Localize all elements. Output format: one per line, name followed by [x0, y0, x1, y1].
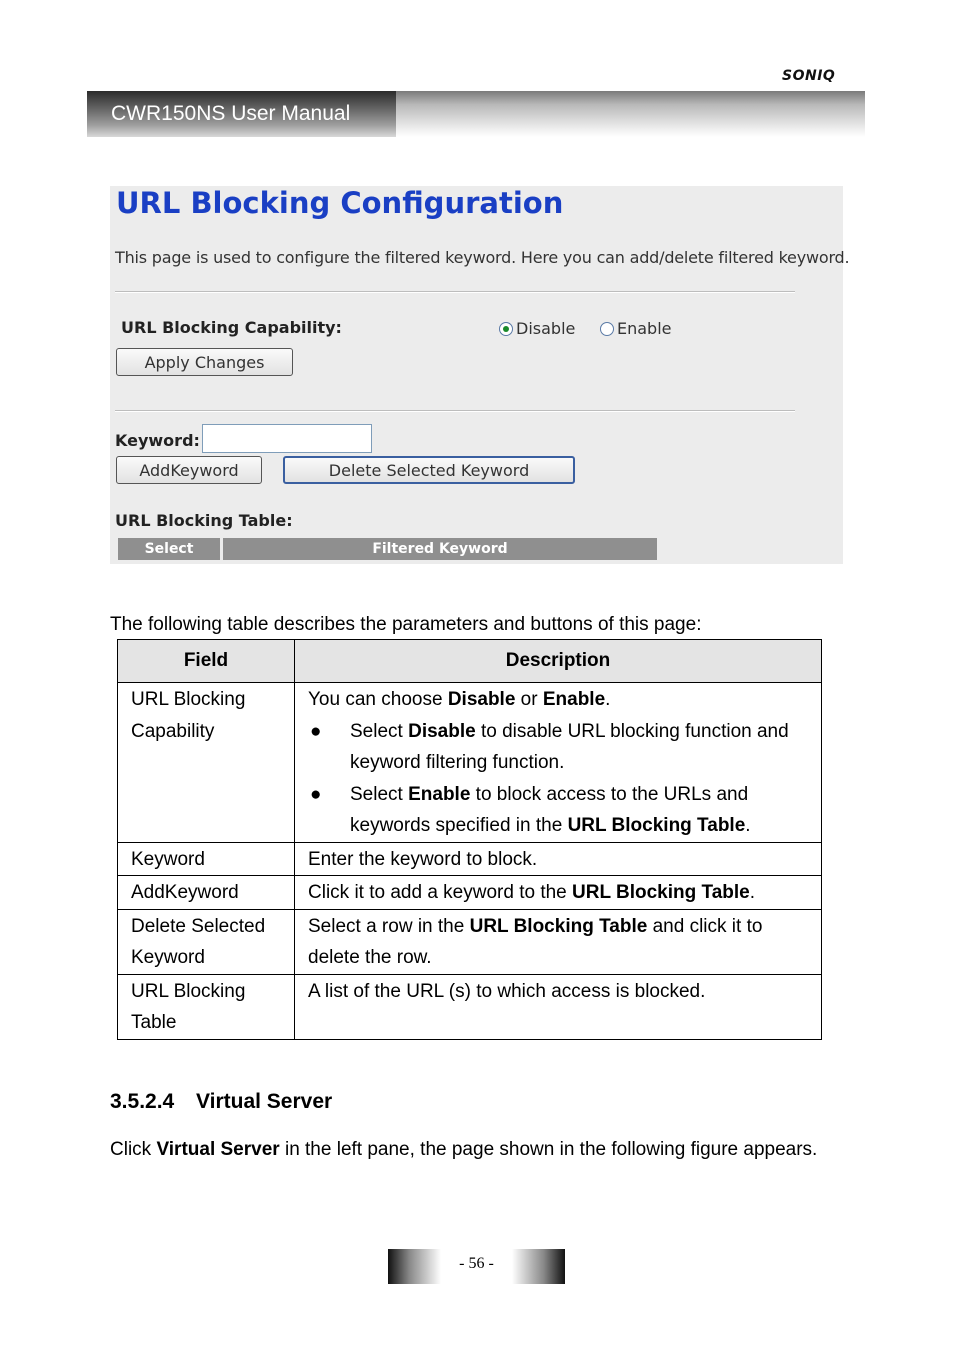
- brand-logo: SONIQ: [782, 68, 836, 84]
- bold-text: Virtual Server: [156, 1139, 280, 1160]
- capability-label: URL Blocking Capability:: [121, 318, 342, 337]
- text: Select: [350, 720, 409, 742]
- section-number: 3.5.2.4: [110, 1090, 175, 1113]
- section-title: Virtual Server: [196, 1090, 333, 1113]
- bullet-icon: ●: [310, 720, 322, 742]
- radio-enable-circle[interactable]: [600, 322, 614, 336]
- description-cell: A list of the URL (s) to which access is blocked.: [295, 974, 822, 1039]
- header-description: Description: [295, 640, 822, 683]
- header-field: Field: [118, 640, 295, 683]
- text: .: [605, 689, 611, 710]
- bullet-item: [308, 779, 808, 842]
- bold-text: Disable: [447, 689, 516, 710]
- config-page-title: URL Blocking Configuration: [116, 186, 564, 220]
- text: and click it to delete the row.: [308, 915, 763, 968]
- divider: [115, 291, 795, 293]
- add-keyword-button[interactable]: AddKeyword: [116, 456, 262, 484]
- bold-text: Enable: [408, 783, 471, 805]
- table-row: [118, 876, 822, 910]
- radio-disable[interactable]: [499, 319, 575, 338]
- keyword-input[interactable]: [202, 424, 372, 453]
- config-page-description: This page is used to configure the filtered keyword. Here you can add/delete filtered keyword.: [115, 248, 850, 267]
- url-blocking-screenshot: [110, 186, 850, 564]
- description-cell: [295, 909, 822, 974]
- text: .: [749, 882, 756, 903]
- field-cell: Keyword: [118, 842, 295, 876]
- table-header-row: [118, 640, 822, 683]
- text: to disable URL blocking function and keyword filtering function.: [350, 720, 789, 773]
- radio-enable-label: Enable: [617, 319, 672, 338]
- page-number: - 56 -: [459, 1255, 494, 1272]
- radio-disable-label: Disable: [516, 319, 576, 338]
- table-row: [118, 909, 822, 974]
- radio-enable[interactable]: [600, 319, 672, 338]
- bold-text: URL Blocking Table: [567, 815, 746, 836]
- text: .: [745, 815, 751, 836]
- field-cell: URL Blocking Capability: [118, 683, 295, 843]
- text: Click it to add a keyword to the: [308, 882, 573, 903]
- text: to block access to the URLs and keywords specified in the: [350, 783, 749, 836]
- description-cell: [295, 683, 822, 843]
- text: Click: [110, 1139, 157, 1160]
- text: in the left pane, the page shown in the following figure appears.: [279, 1139, 818, 1160]
- text: You can choose: [308, 689, 448, 710]
- section-heading: [110, 1090, 332, 1114]
- bold-text: Enable: [542, 689, 606, 710]
- bold-text: URL Blocking Table: [469, 915, 648, 937]
- apply-changes-button[interactable]: Apply Changes: [116, 348, 293, 376]
- field-cell: URL Blocking Table: [118, 974, 295, 1039]
- bullet-icon: ●: [310, 783, 322, 805]
- text: Select: [350, 783, 409, 805]
- manual-title: CWR150NS User Manual: [111, 102, 351, 125]
- table-header-select: Select: [118, 538, 220, 560]
- parameters-table: [117, 639, 822, 1040]
- description-cell: [295, 876, 822, 910]
- description-line: [308, 684, 808, 716]
- table-row: [118, 683, 822, 843]
- table-row: [118, 842, 822, 876]
- field-cell: Delete Selected Keyword: [118, 909, 295, 974]
- bold-text: Disable: [408, 720, 476, 742]
- radio-disable-circle[interactable]: [499, 322, 513, 336]
- delete-selected-keyword-button[interactable]: Delete Selected Keyword: [283, 456, 575, 484]
- text: Select a row in the: [308, 915, 470, 937]
- table-row: [118, 974, 822, 1039]
- keyword-label: Keyword:: [115, 431, 200, 450]
- divider: [115, 410, 795, 412]
- description-cell: Enter the keyword to block.: [295, 842, 822, 876]
- table-intro: The following table describes the parameters and buttons of this page:: [110, 614, 702, 635]
- text: or: [515, 689, 543, 710]
- url-blocking-table-label: URL Blocking Table:: [115, 511, 293, 530]
- bullet-item: [308, 716, 808, 779]
- section-paragraph: [110, 1134, 865, 1166]
- table-header-filtered-keyword: Filtered Keyword: [223, 538, 657, 560]
- bold-text: URL Blocking Table: [572, 882, 750, 903]
- field-cell: AddKeyword: [118, 876, 295, 910]
